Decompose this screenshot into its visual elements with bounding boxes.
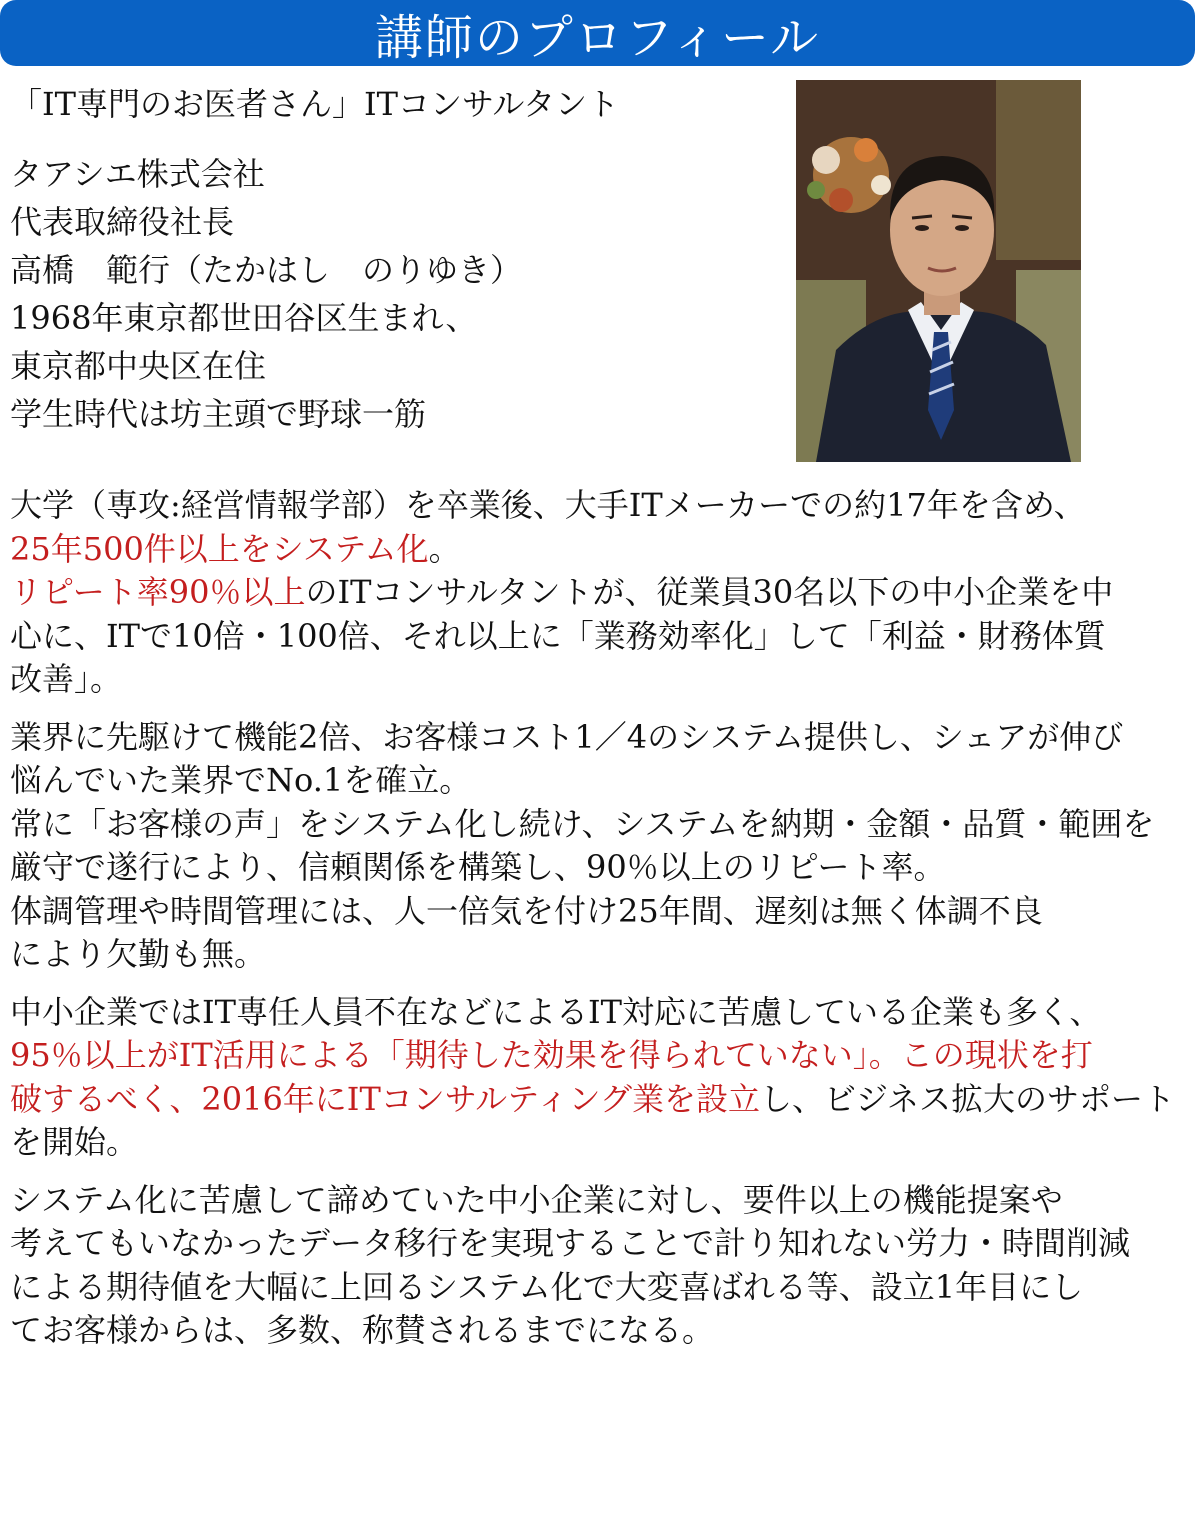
person-name: 高橋 範行（たかはし のりゆき） bbox=[10, 251, 523, 289]
text-line: 心に、ITで10倍・100倍、それ以上に「業務効率化」して「利益・財務体質 bbox=[10, 616, 1106, 655]
text-line: 改善」。 bbox=[10, 660, 123, 698]
text-line: による期待値を大幅に上回るシステム化で大変喜ばれる等、設立1年目にし bbox=[10, 1267, 1084, 1306]
highlight-text: 25年500件以上をシステム化 bbox=[10, 529, 429, 568]
job-position: 代表取締役社長 bbox=[10, 203, 235, 241]
text-line: 中小企業ではIT専任人員不在などによるIT対応に苦慮している企業も多く、 bbox=[10, 992, 1102, 1031]
text-line: 厳守で遂行により、信頼関係を構築し、90％以上のリピート率。 bbox=[10, 848, 946, 886]
text-line: てお客様からは、多数、称賛されるまでになる。 bbox=[10, 1311, 715, 1349]
text-span: し、ビジネス拡大のサポート bbox=[759, 1079, 1176, 1118]
paragraph-career bbox=[10, 484, 1195, 702]
paragraph-achievements bbox=[10, 716, 1195, 977]
text-line: 大学（専攻:経営情報学部）を卒業後、大手ITメーカーでの約17年を含め、 bbox=[10, 486, 1086, 524]
residence: 東京都中央区在住 bbox=[10, 347, 267, 385]
title-banner bbox=[0, 0, 1195, 66]
portrait-photo bbox=[796, 80, 1081, 462]
birthplace: 1968年東京都世田谷区生まれ、 bbox=[10, 299, 478, 337]
text-line bbox=[10, 528, 1195, 572]
paragraph-founding bbox=[10, 991, 1195, 1165]
text-line: 考えてもいなかったデータ移行を実現することで計り知れない労力・時間削減 bbox=[10, 1224, 1131, 1262]
text-span: のITコンサルタントが、従業員30名以下の中小企業を中 bbox=[305, 573, 1114, 611]
text-line bbox=[10, 1078, 1195, 1122]
company-name: タアシエ株式会社 bbox=[10, 155, 265, 193]
text-span: 。 bbox=[428, 529, 461, 568]
student-days: 学生時代は坊主頭で野球一筋 bbox=[10, 395, 427, 433]
profile-body bbox=[10, 484, 1195, 1367]
highlight-text: 95％以上がIT活用による「期待した効果を得られていない」。この現状を打 bbox=[10, 1036, 1093, 1074]
page-title: 講師のプロフィール bbox=[374, 9, 821, 66]
highlight-text: リピート率90％以上 bbox=[10, 573, 306, 611]
profile-intro bbox=[10, 80, 780, 438]
text-line: 悩んでいた業界でNo.1を確立。 bbox=[10, 761, 472, 799]
text-line: を開始。 bbox=[10, 1123, 139, 1161]
highlight-text: 破するべく、2016年にITコンサルティング業を設立 bbox=[10, 1079, 760, 1118]
text-line: により欠勤も無。 bbox=[10, 935, 267, 973]
tagline: 「IT専門のお医者さん」ITコンサルタント bbox=[10, 85, 620, 123]
text-line: システム化に苦慮して諦めていた中小企業に対し、要件以上の機能提案や bbox=[10, 1180, 1063, 1219]
paragraph-results bbox=[10, 1179, 1195, 1353]
text-line bbox=[10, 571, 1195, 615]
text-line: 常に「お客様の声」をシステム化し続け、システムを納期・金額・品質・範囲を bbox=[10, 804, 1155, 843]
text-line: 業界に先駆けて機能2倍、お客様コスト1／4のシステム提供し、シェアが伸び bbox=[10, 717, 1124, 756]
text-line: 体調管理や時間管理には、人一倍気を付け25年間、遅刻は無く体調不良 bbox=[10, 891, 1043, 930]
